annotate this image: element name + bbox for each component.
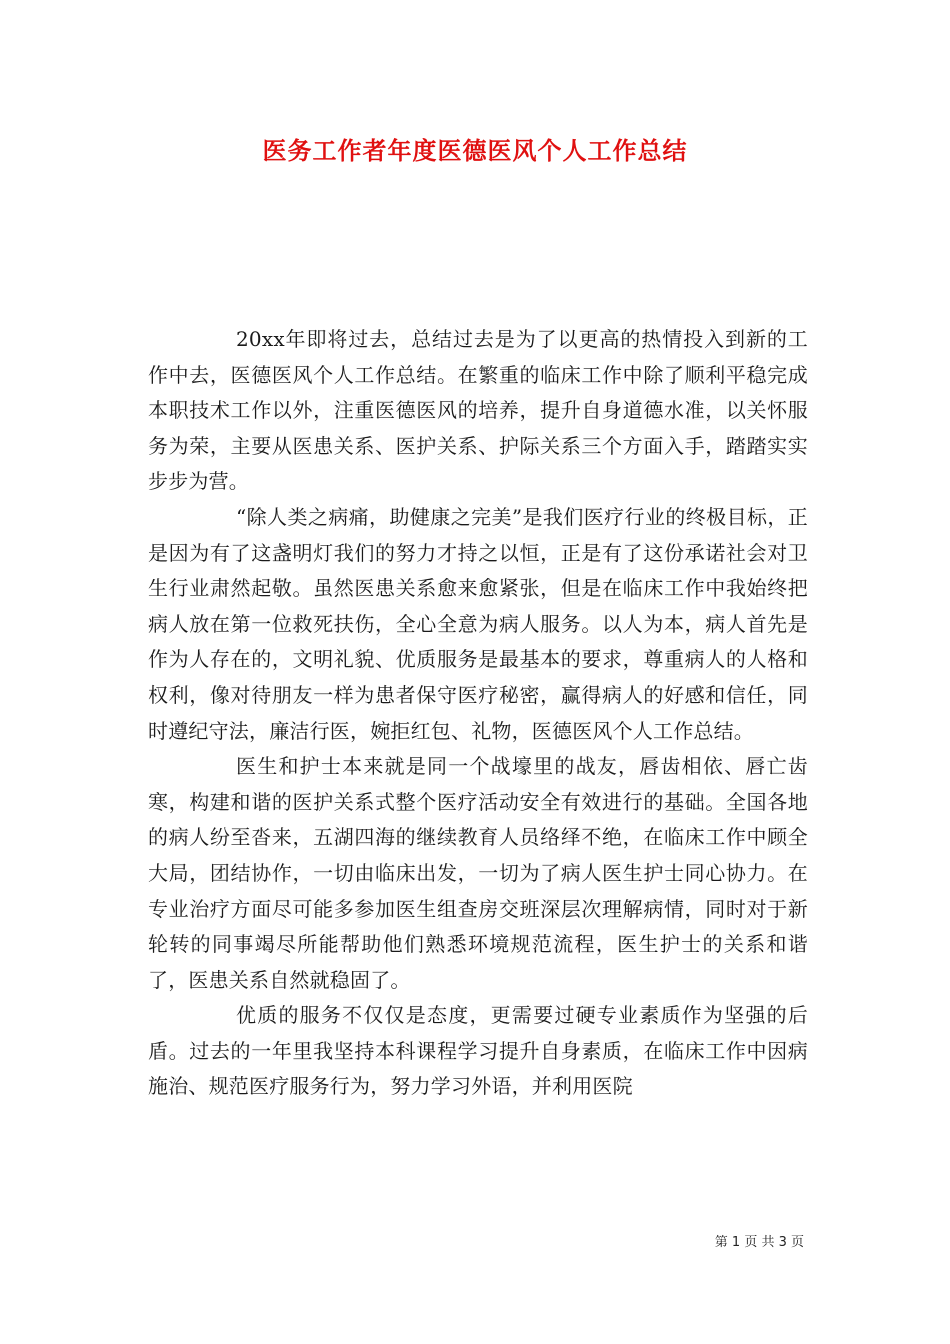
document-title: 医务工作者年度医德医风个人工作总结 (262, 136, 688, 165)
paragraph-1: 20xx年即将过去，总结过去是为了以更高的热情投入到新的工作中去，医德医风个人工作总结。在繁重的临床工作中除了顺利平稳完成本职技术工作以外，注重医德医风的培养，提升自身道德水准，以关怀服务为荣，主要从医患关系、医护关系、护际关系三个方面入手，踏踏实实步步为营。 (148, 327, 808, 494)
page-number-footer: 第 1 页 共 3 页 (714, 1235, 804, 1250)
paragraph-3: 医生和护士本来就是同一个战壕里的战友，唇齿相依、唇亡齿寒，构建和谐的医护关系式整个医疗活动安全有效进行的基础。全国各地的病人纷至沓来，五湖四海的继续教育人员络绎不绝，在临床工作中顾全大局，团结协作，一切由临床出发，一切为了病人医生护士同心协力。在专业治疗方面尽可能多参加医生组查房交班深层次理解病情，同时对于新轮转的同事竭尽所能帮助他们熟悉环境规范流程，医生护士的关系和谐了，医患关系自然就稳固了。 (148, 754, 808, 992)
document-body (148, 322, 808, 1105)
paragraph-2: “除人类之病痛，助健康之完美”是我们医疗行业的终极目标，正是因为有了这盏明灯我们的努力才持之以恒，正是有了这份承诺社会对卫生行业肃然起敬。虽然医患关系愈来愈紧张，但是在临床工作中我始终把病人放在第一位救死扶伤，全心全意为病人服务。以人为本，病人首先是作为人存在的，文明礼貌、优质服务是最基本的要求，尊重病人的人格和权利，像对待朋友一样为患者保守医疗秘密，赢得病人的好感和信任，同时遵纪守法，廉洁行医，婉拒红包、礼物，医德医风个人工作总结。 (148, 504, 808, 743)
paragraph-4: 优质的服务不仅仅是态度，更需要过硬专业素质作为坚强的后盾。过去的一年里我坚持本科课程学习提升自身素质，在临床工作中因病施治、规范医疗服务行为，努力学习外语，并利用医院 (148, 1003, 808, 1099)
